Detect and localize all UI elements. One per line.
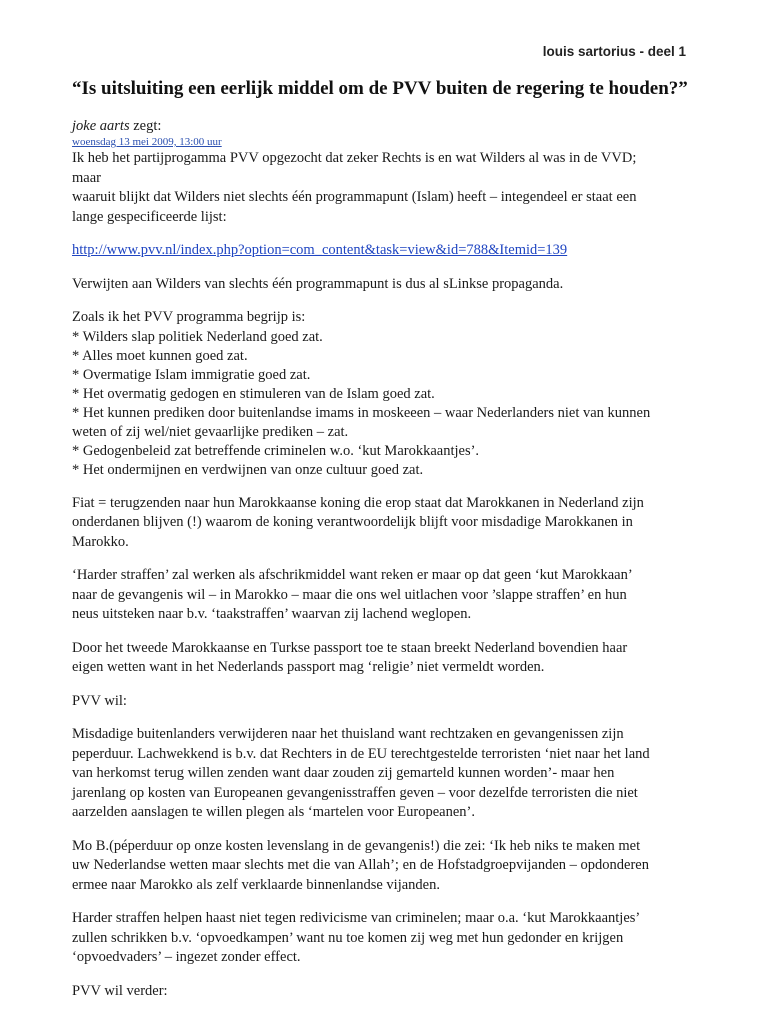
list-item: * Het kunnen prediken door buitenlandse imams in moskeeen – waar Nederlanders niet van kunnen xyxy=(72,404,651,421)
list-item: weten of zij wel/niet gevaarlijke prediken – zat. xyxy=(72,423,349,440)
list-item: * Wilders slap politiek Nederland goed zat. xyxy=(72,328,323,345)
list-item: * Alles moet kunnen goed zat. xyxy=(72,347,248,364)
paragraph-line: zullen schrikken b.v. ‘opvoedkampen’ want nu toe komen zij weg met hun gedonder en krijgen xyxy=(72,929,624,946)
paragraph-line: maar xyxy=(72,169,101,186)
paragraph-line: ‘opvoedvaders’ – ingezet zonder effect. xyxy=(72,949,301,965)
comment-verb: zegt: xyxy=(133,118,162,134)
paragraph-line: ermee naar Marokko als zelf verklaarde binnenlandse vijanden. xyxy=(72,876,440,893)
list-item: * Gedogenbeleid zat betreffende criminelen w.o. ‘kut Marokkaantjes’. xyxy=(72,442,480,459)
paragraph-line: naar de gevangenis wil – in Marokko – maar die ons wel uitlachen voor ’slappe straffen’ en hun xyxy=(72,586,627,603)
paragraph-line: eigen wetten want in het Nederlands passport mag ‘religie’ niet vermeldt worden. xyxy=(72,659,545,675)
paragraph-line: waaruit blijkt dat Wilders niet slechts één programmapunt (Islam) heeft – integendeel er staat een xyxy=(72,189,637,205)
paragraph: PVV wil verder: xyxy=(72,982,168,999)
pvv-program-link[interactable]: http://www.pvv.nl/index.php?option=com_content&task=view&id=788&Itemid=139 xyxy=(72,242,568,258)
comment-date-link[interactable]: woensdag 13 mei 2009, 13:00 uur xyxy=(72,136,222,148)
paragraph-line: Ik heb het partijprogamma PVV opgezocht dat zeker Rechts is en wat Wilders al was in de VVD; xyxy=(72,150,637,166)
paragraph-line: Fiat = terugzenden naar hun Marokkaanse koning die erop staat dat Marokkanen in Nederland zijn xyxy=(72,494,644,511)
pvv-program-list xyxy=(72,328,702,480)
list-item: * Het ondermijnen en verdwijnen van onze cultuur goed zat. xyxy=(72,461,424,478)
paragraph-line: onderdanen blijven (!) waarom de koning verantwoordelijk blijft voor misdadige Marokkanen in xyxy=(72,514,633,530)
paragraph-line: uw Nederlandse wetten maar slechts met die van Allah’; en de Hofstadgroepvijanden – opdonderen xyxy=(72,857,649,873)
paragraph-line: van herkomst terug willen zenden want daar zouden zij gemarteld kunnen worden’- maar hen xyxy=(72,765,615,781)
paragraph-line: Door het tweede Marokkaanse en Turkse passport toe te staan breekt Nederland bovendien haar xyxy=(72,639,628,656)
paragraph: Zoals ik het PVV programma begrijp is: xyxy=(72,309,306,325)
document-title: “Is uitsluiting een eerlijk middel om de PVV buiten de regering te houden?” xyxy=(72,78,688,99)
paragraph-line: Harder straffen helpen haast niet tegen redivicisme van criminelen; maar o.a. ‘kut Marokkaantjes’ xyxy=(72,910,641,926)
paragraph: PVV wil: xyxy=(72,692,127,709)
comment-author: joke aarts xyxy=(72,118,130,134)
list-item: * Overmatige Islam immigratie goed zat. xyxy=(72,366,311,383)
paragraph-line: Marokko. xyxy=(72,533,129,550)
comment-body xyxy=(72,118,702,1001)
paragraph-line: peperduur. Lachwekkend is b.v. dat Rechters in de EU terechtgestelde terroristen ‘niet naar het land xyxy=(72,745,650,762)
paragraph-line: ‘Harder straffen’ zal werken als afschrikmiddel want reken er maar op dat geen ‘kut Marokkaan’ xyxy=(72,567,633,583)
paragraph: Verwijten aan Wilders van slechts één programmapunt is dus al sLinkse propaganda. xyxy=(72,275,564,292)
document-header: louis sartorius - deel 1 xyxy=(542,44,686,59)
paragraph-line: aarzelden aanslagen te willen plegen als ‘martelen voor Europeanen’. xyxy=(72,804,475,820)
paragraph-line: lange gespecificeerde lijst: xyxy=(72,208,227,225)
paragraph-line: neus uitsteken naar b.v. ‘taakstraffen’ waarvan zij lachend weglopen. xyxy=(72,606,472,622)
comment-author-line xyxy=(72,118,702,135)
paragraph-line: Mo B.(péperduur op onze kosten levenslang in de gevangenis!) die zei: ‘Ik heb niks te maken met xyxy=(72,837,641,854)
paragraph-line: Misdadige buitenlanders verwijderen naar het thuisland want rechtzaken en gevangenissen zijn xyxy=(72,726,624,742)
paragraph-line: jarenlang op kosten van Europeanen gevangenisstraffen geven – voor dezelfde terroristen die niet xyxy=(72,784,638,801)
list-item: * Het overmatig gedogen en stimuleren van de Islam goed zat. xyxy=(72,385,435,402)
